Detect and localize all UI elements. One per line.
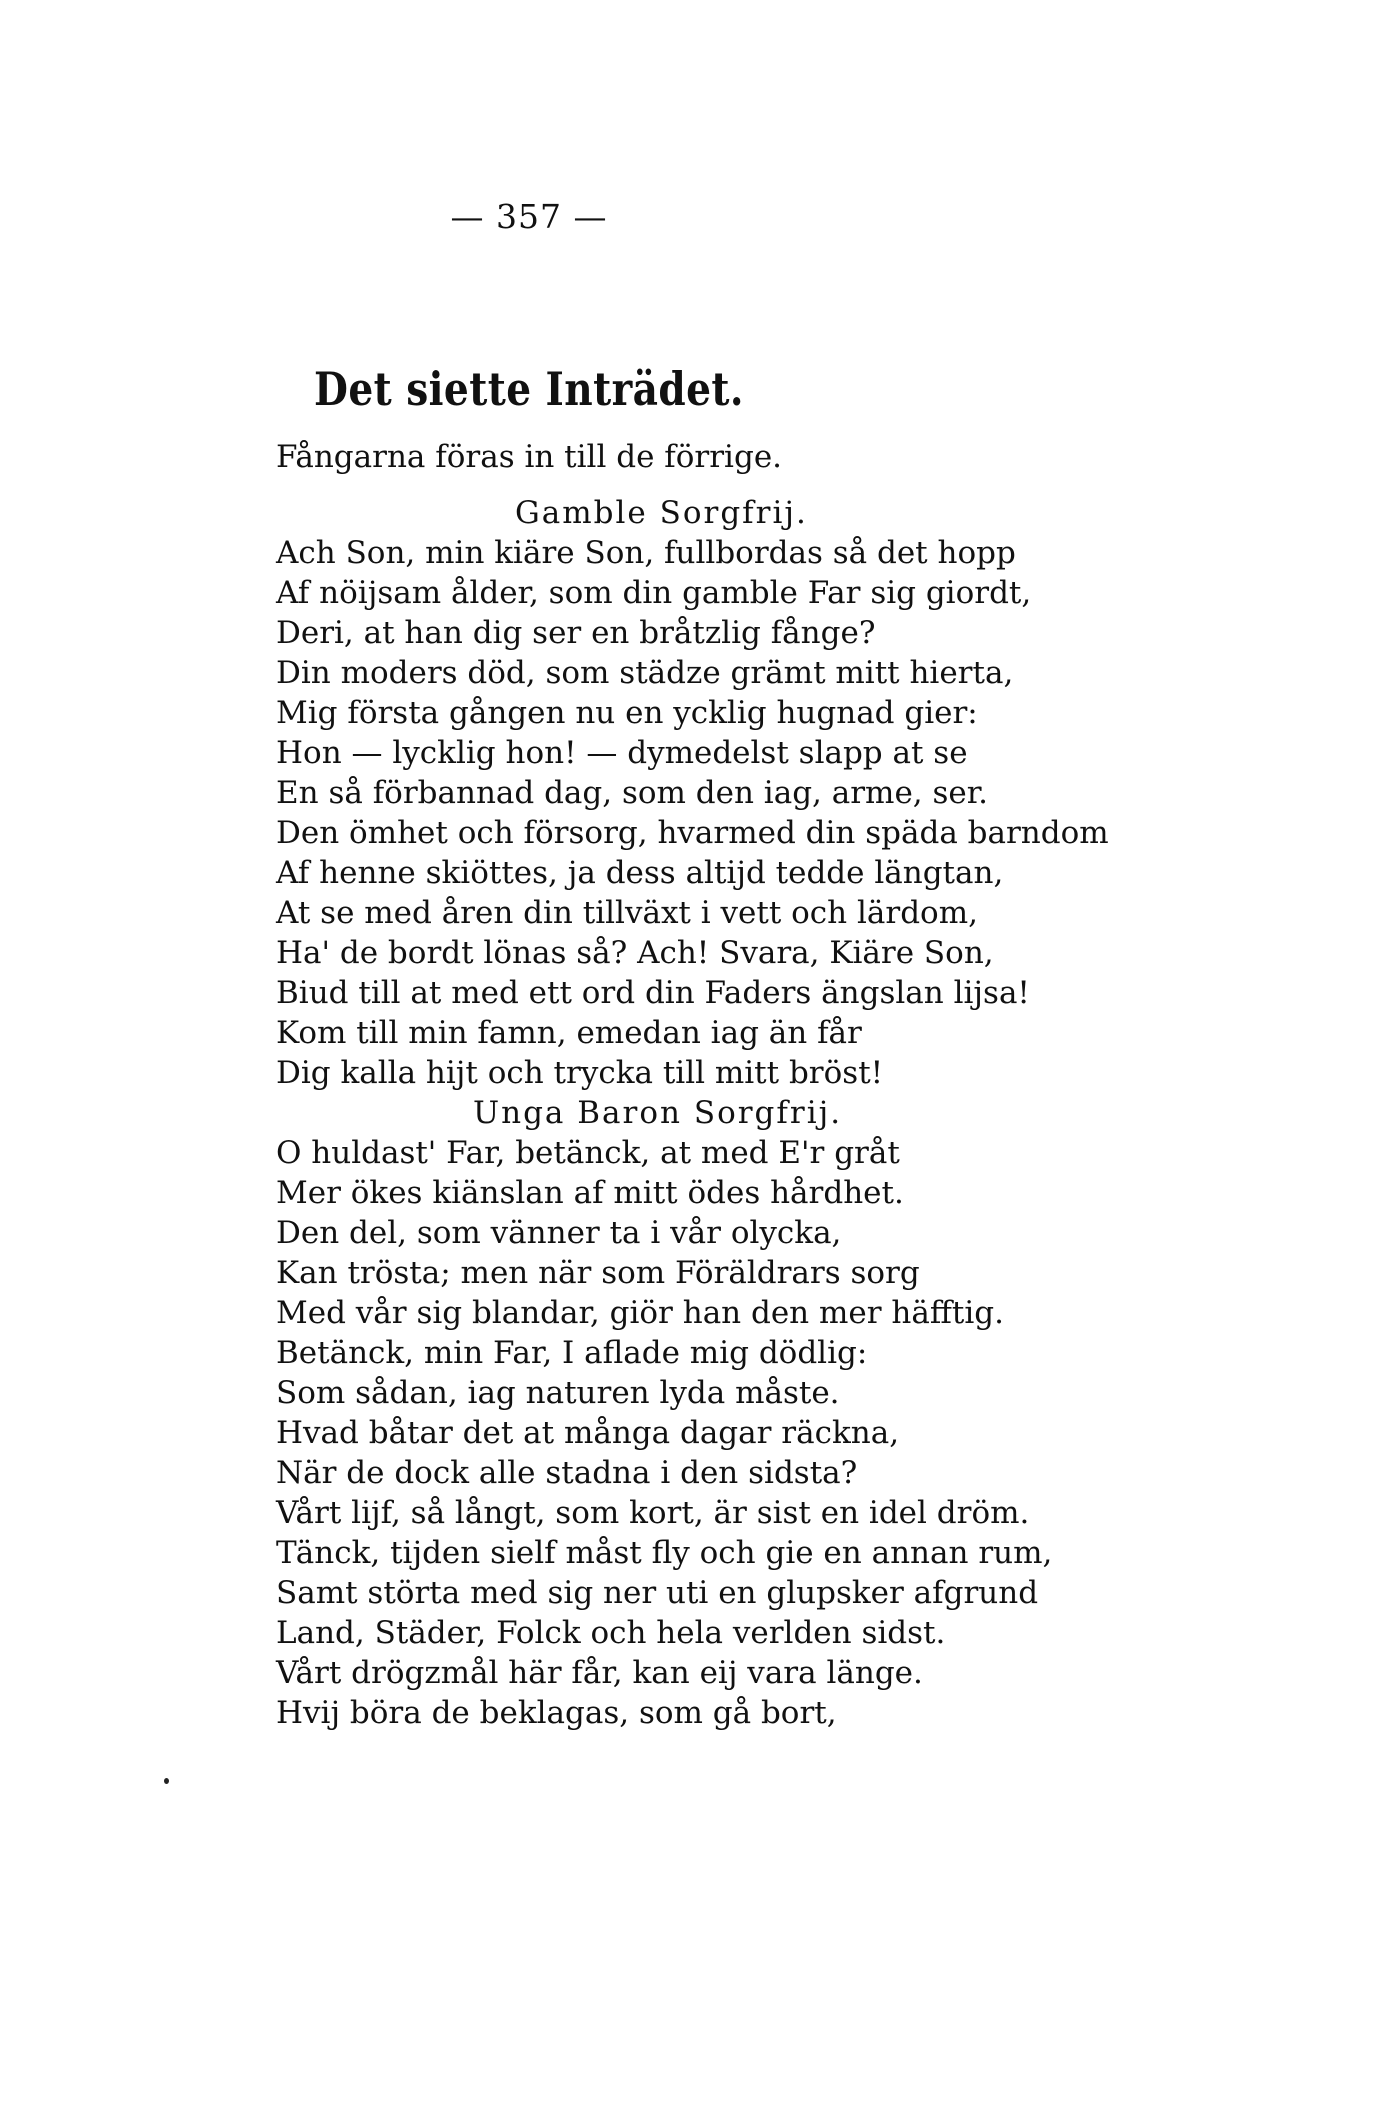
verse-line: Vårt drögzmål här får, kan eij vara länge. [276, 1655, 923, 1691]
verse-line: Mer ökes kiänslan af mitt ödes hårdhet. [276, 1175, 904, 1211]
speaker-name: Gamble Sorgfrij. [515, 495, 808, 531]
verse-line: O huldast' Far, betänck, at med E'r gråt [276, 1135, 900, 1171]
scene-title: Det siette Inträdet. [314, 362, 744, 416]
verse-line: Hvij böra de beklagas, som gå bort, [276, 1695, 837, 1731]
ink-speck [164, 1778, 169, 1784]
verse-line: Biud till at med ett ord din Faders ängslan lijsa! [276, 975, 1030, 1011]
verse-line: Betänck, min Far, I aflade mig dödlig: [276, 1335, 868, 1371]
verse-line: Hvad båtar det at många dagar räckna, [276, 1415, 900, 1451]
verse-line: Vårt lijf, så långt, som kort, är sist en idel dröm. [276, 1495, 1030, 1531]
verse-line: Deri, at han dig ser en bråtzlig fånge? [276, 615, 876, 651]
verse-line: Kan trösta; men när som Föräldrars sorg [276, 1255, 920, 1291]
verse-line: Af nöijsam ålder, som din gamble Far sig giordt, [276, 575, 1032, 611]
verse-line: Land, Städer, Folck och hela verlden sidst. [276, 1615, 946, 1651]
verse-line: En så förbannad dag, som den iag, arme, ser. [276, 775, 989, 811]
verse-line: Dig kalla hijt och trycka till mitt bröst! [276, 1055, 884, 1091]
verse-line: Din moders död, som städze grämt mitt hierta, [276, 655, 1014, 691]
verse-line: At se med åren din tillväxt i vett och lärdom, [276, 895, 978, 931]
page-number: — 357 — [450, 197, 608, 236]
verse-line: Den del, som vänner ta i vår olycka, [276, 1215, 842, 1251]
verse-line: Af henne skiöttes, ja dess altijd tedde längtan, [276, 855, 1004, 891]
verse-line: Tänck, tijden sielf måst fly och gie en annan rum, [276, 1535, 1053, 1571]
verse-line: Hon — lycklig hon! — dymedelst slapp at se [276, 735, 968, 771]
verse-line: Ha' de bordt lönas så? Ach! Svara, Kiäre Son, [276, 935, 994, 971]
verse-line: Med vår sig blandar, giör han den mer häfftig. [276, 1295, 1004, 1331]
verse-line: Kom till min famn, emedan iag än får [276, 1015, 862, 1051]
stage-direction: Fångarna föras in till de förrige. [275, 439, 783, 475]
verse-line: När de dock alle stadna i den sidsta? [276, 1455, 858, 1491]
verse-line: Mig första gången nu en ycklig hugnad gier: [276, 695, 978, 731]
dialogue-text [276, 493, 1176, 1733]
speaker-name: Unga Baron Sorgfrij. [473, 1095, 843, 1131]
verse-line: Som sådan, iag naturen lyda måste. [276, 1375, 840, 1411]
verse-line: Samt störta med sig ner uti en glupsker afgrund [276, 1575, 1039, 1611]
verse-line: Den ömhet och försorg, hvarmed din späda barndom [276, 815, 1109, 851]
verse-line: Ach Son, min kiäre Son, fullbordas så det hopp [276, 535, 1016, 571]
